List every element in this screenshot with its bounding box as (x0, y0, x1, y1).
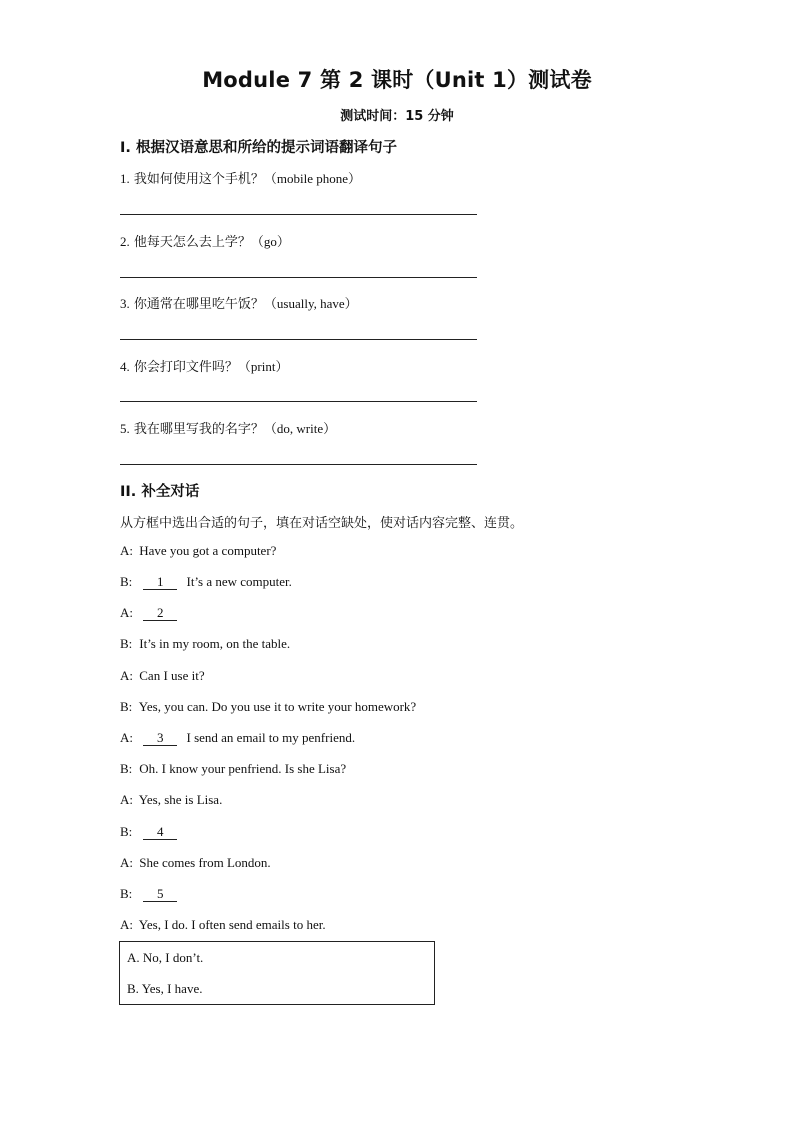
dialogue-text: Can I use it? (139, 668, 205, 683)
section-1-heading: Ⅰ. 根据汉语意思和所给的提示词语翻译句子 (120, 140, 397, 156)
option-a: A. No, I don’t. (127, 950, 204, 965)
dialogue-text: Yes, she is Lisa. (138, 792, 223, 807)
dialogue-text: Yes, I do. I often send emails to her. (138, 917, 326, 932)
dialogue-text: Oh. I know your penfriend. Is she Lisa? (139, 761, 347, 776)
speaker-label: A: (120, 730, 133, 745)
page-title: Module 7 第 2 课时（Unit 1）测试卷 (202, 68, 592, 92)
speaker-label: A: (120, 668, 133, 683)
speaker-label: B: (120, 636, 133, 651)
answer-line[interactable] (120, 464, 477, 465)
speaker-label: A: (120, 917, 133, 932)
question-hint: （mobile phone） (263, 171, 362, 186)
dialogue-line (120, 792, 222, 808)
option-b: B. Yes, I have. (127, 981, 203, 996)
question-text: 你会打印文件吗？ (133, 360, 238, 375)
question-3 (120, 293, 358, 312)
dialogue-line (120, 636, 290, 652)
question-text: 你通常在哪里吃午饭？ (133, 297, 264, 312)
answer-line[interactable] (120, 401, 477, 402)
blank-1[interactable]: 1 (143, 575, 177, 590)
speaker-label: B: (120, 886, 133, 901)
question-hint: （do, write） (263, 421, 337, 436)
blank-2[interactable]: 2 (143, 606, 177, 621)
speaker-label: A: (120, 605, 133, 620)
options-box (119, 941, 435, 1005)
dialogue-text: I send an email to my penfriend. (186, 730, 356, 745)
question-hint: （usually, have） (263, 296, 358, 311)
speaker-label: B: (120, 824, 133, 839)
dialogue-text: It’s a new computer. (186, 574, 292, 589)
dialogue-line (120, 886, 183, 902)
speaker-label: B: (120, 699, 133, 714)
section-2-instruction: 从方框中选出合适的句子，填在对话空缺处，使对话内容完整、连贯。 (120, 516, 524, 531)
question-2 (120, 231, 290, 250)
question-4 (120, 356, 288, 375)
dialogue-line (120, 668, 205, 684)
dialogue-text: Have you got a computer? (139, 543, 277, 558)
answer-line[interactable] (120, 277, 477, 278)
dialogue-line (120, 574, 292, 590)
dialogue-line (120, 917, 326, 933)
speaker-label: A: (120, 543, 133, 558)
answer-line[interactable] (120, 339, 477, 340)
question-hint: （go） (250, 234, 290, 249)
dialogue-line (120, 543, 276, 559)
question-hint: （print） (237, 359, 289, 374)
question-number: 1. (120, 171, 130, 186)
speaker-label: B: (120, 574, 133, 589)
question-number: 2. (120, 234, 130, 249)
dialogue-line (120, 605, 183, 621)
question-number: 3. (120, 296, 130, 311)
dialogue-line (120, 855, 271, 871)
test-time: 测试时间：15 分钟 (340, 109, 454, 124)
dialogue-line (120, 761, 346, 777)
blank-5[interactable]: 5 (143, 887, 177, 902)
dialogue-line (120, 699, 416, 715)
dialogue-text: It’s in my room, on the table. (139, 636, 291, 651)
blank-3[interactable]: 3 (143, 731, 177, 746)
question-number: 5. (120, 421, 130, 436)
speaker-label: A: (120, 792, 133, 807)
question-text: 我如何使用这个手机？ (133, 172, 264, 187)
section-2-heading: II. 补全对话 (120, 484, 200, 500)
speaker-label: A: (120, 855, 133, 870)
dialogue-text: Yes, you can. Do you use it to write your homework? (138, 699, 417, 714)
dialogue-line (120, 730, 355, 746)
question-text: 他每天怎么去上学？ (133, 235, 251, 250)
blank-4[interactable]: 4 (143, 825, 177, 840)
speaker-label: B: (120, 761, 133, 776)
question-number: 4. (120, 359, 130, 374)
question-5 (120, 418, 336, 437)
dialogue-line (120, 824, 183, 840)
dialogue-text: She comes from London. (139, 855, 271, 870)
question-text: 我在哪里写我的名字？ (133, 422, 264, 437)
answer-line[interactable] (120, 214, 477, 215)
question-1 (120, 168, 361, 187)
